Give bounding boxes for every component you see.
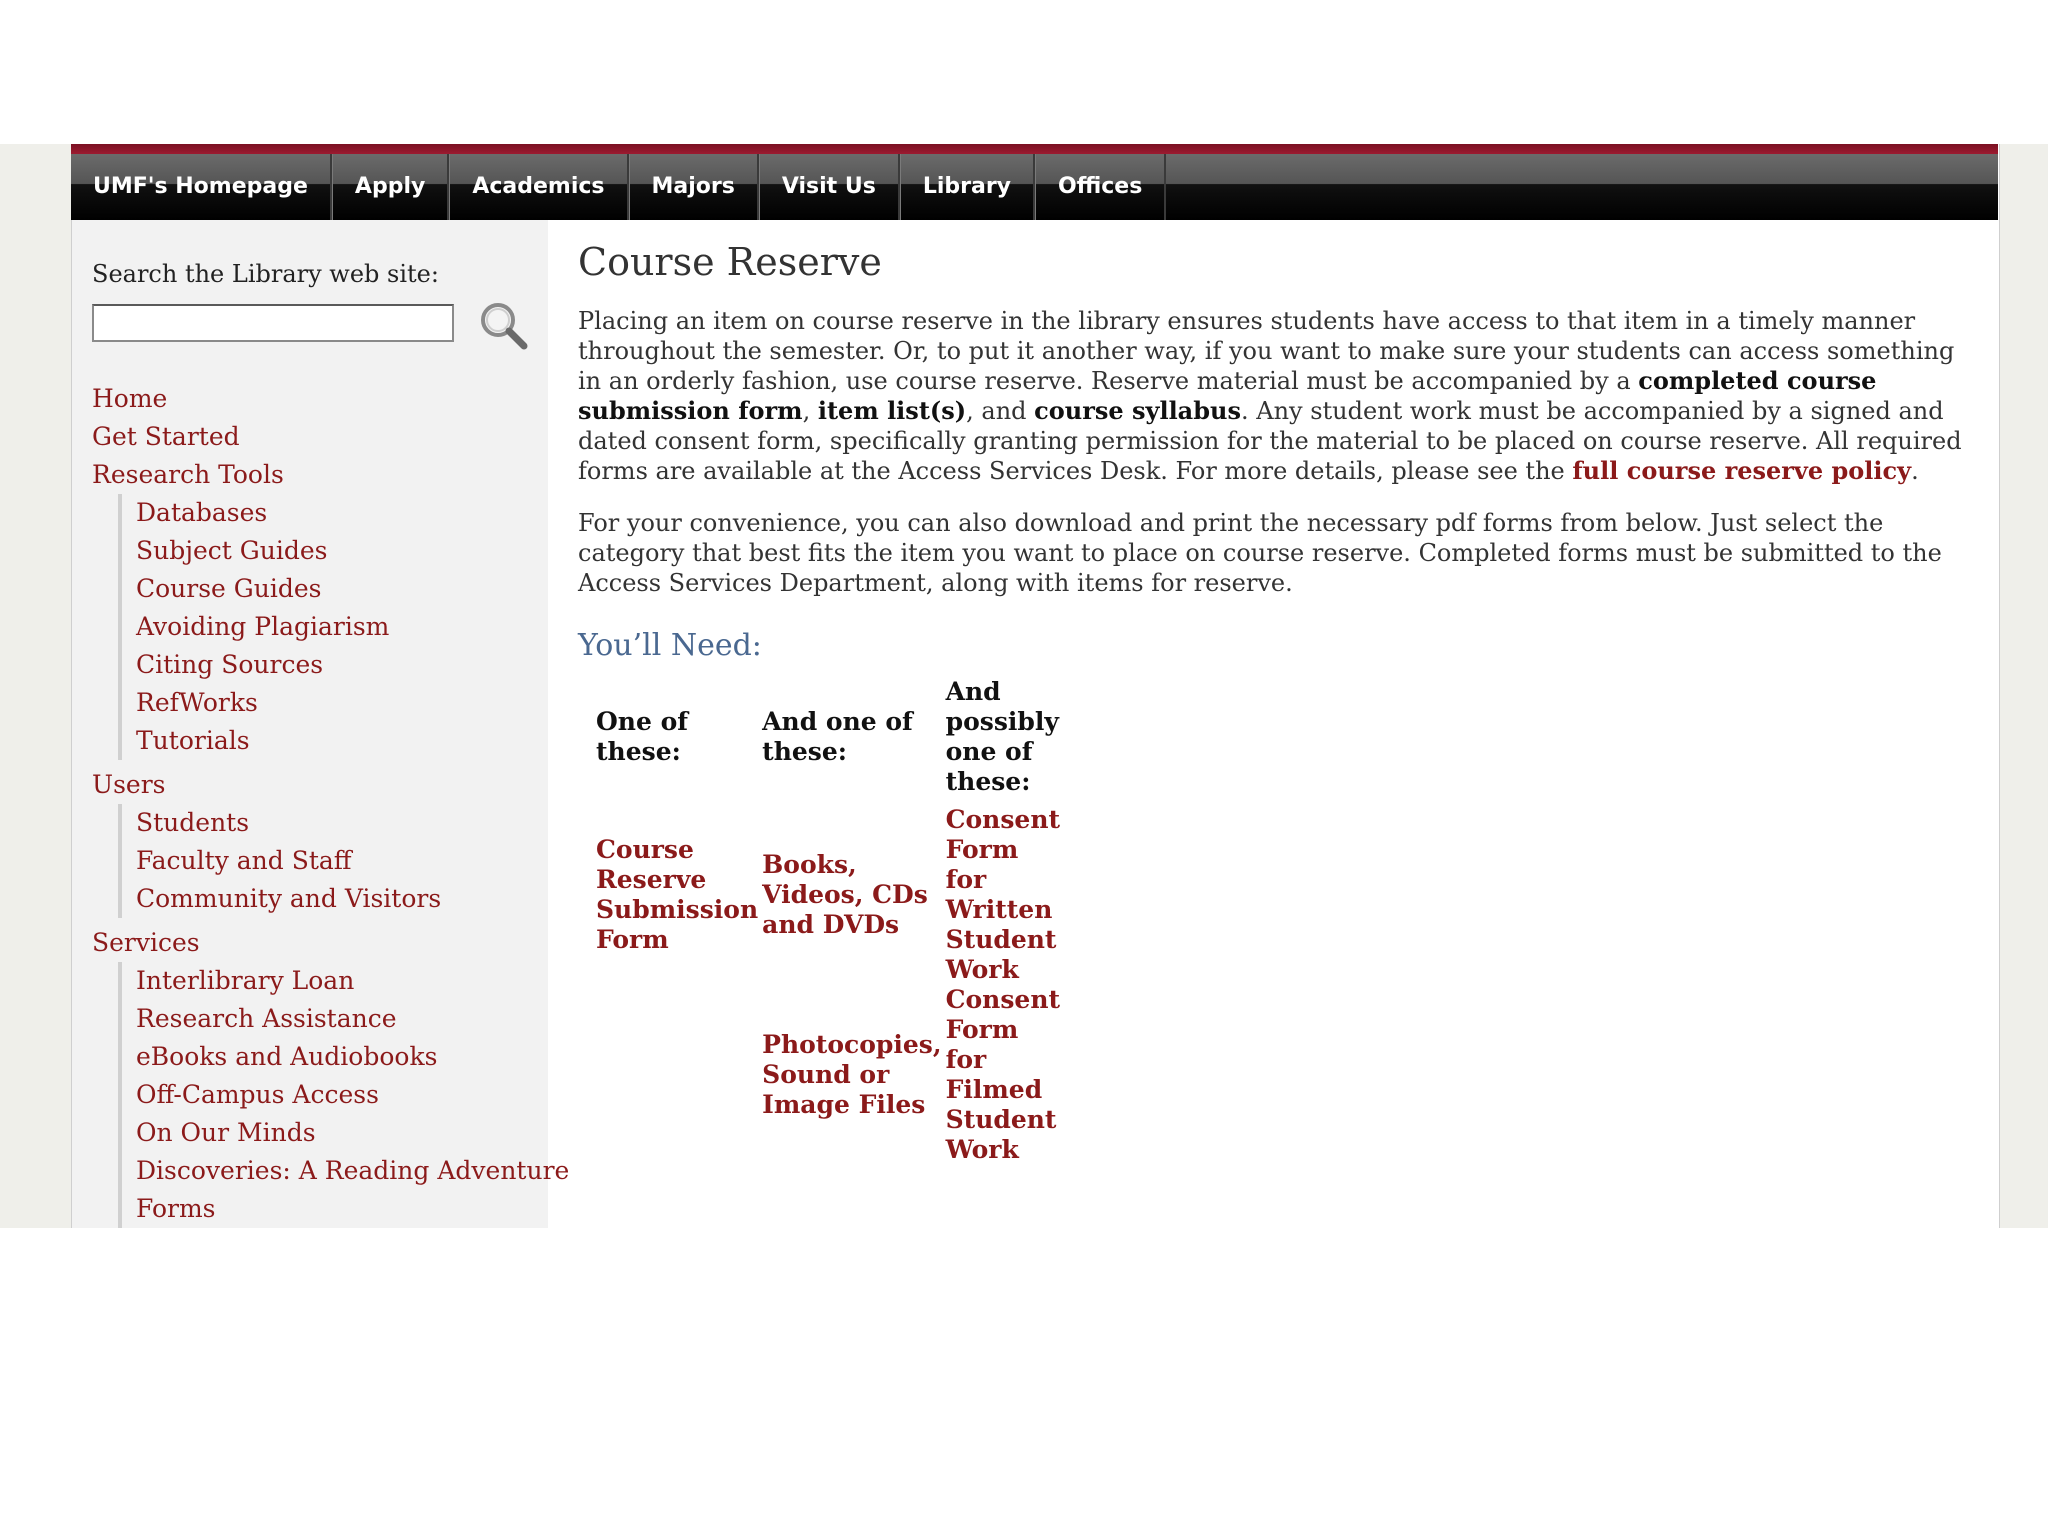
course-reserve-submission-form-link[interactable]: Course Reserve Submission Form	[596, 835, 759, 954]
sidebar-item-students[interactable]: Students	[118, 804, 542, 842]
brand-stripe	[71, 144, 1998, 154]
intro-paragraph	[578, 306, 1968, 486]
nav-offices[interactable]: Offices	[1035, 154, 1166, 220]
column-header-possibly: And possibly one of these:	[945, 677, 1059, 796]
sidebar-item-citing-sources[interactable]: Citing Sources	[118, 646, 542, 684]
intro-text-2: ,	[802, 397, 818, 425]
forms-table	[596, 677, 1064, 1165]
sidebar-item-faculty-staff[interactable]: Faculty and Staff	[118, 842, 542, 880]
nav-apply[interactable]: Apply	[332, 154, 449, 220]
top-navigation	[71, 154, 1998, 220]
main-content	[578, 220, 1968, 1165]
sidebar-item-subject-guides[interactable]: Subject Guides	[118, 532, 542, 570]
full-policy-link[interactable]: full course reserve policy	[1572, 456, 1912, 485]
bold-item-lists: item list(s)	[817, 396, 967, 425]
nav-majors[interactable]: Majors	[629, 154, 759, 220]
bold-course-syllabus: course syllabus	[1034, 396, 1241, 425]
consent-written-link[interactable]: Consent Form for Written Student Work	[945, 805, 1061, 984]
search-label: Search the Library web site:	[92, 260, 439, 288]
table-cell	[762, 985, 945, 1165]
table-cell	[596, 805, 762, 1165]
sidebar-item-off-campus-access[interactable]: Off-Campus Access	[118, 1076, 542, 1114]
nav-library[interactable]: Library	[900, 154, 1035, 220]
sidebar-item-users[interactable]: Users	[92, 770, 166, 799]
bold-completed-form: completed course submission form	[578, 366, 1877, 425]
sidebar-item-research-tools[interactable]: Research Tools	[92, 460, 284, 489]
search-input[interactable]	[92, 304, 454, 342]
sidebar-item-ebooks-audiobooks[interactable]: eBooks and Audiobooks	[118, 1038, 542, 1076]
sidebar-item-databases[interactable]: Databases	[118, 494, 542, 532]
sidebar-item-discoveries[interactable]: Discoveries: A Reading Adventure	[118, 1152, 542, 1190]
sidebar-item-community-visitors[interactable]: Community and Visitors	[118, 880, 542, 918]
magnifier-icon	[476, 298, 532, 354]
column-header-one-of: One of these:	[596, 707, 688, 766]
sidebar-item-get-started[interactable]: Get Started	[92, 422, 240, 451]
sidebar-group-services	[92, 924, 570, 1228]
search-button[interactable]	[476, 298, 532, 354]
sidebar-group-users	[92, 766, 542, 918]
sidebar-item-on-our-minds[interactable]: On Our Minds	[118, 1114, 542, 1152]
sidebar-item-course-guides[interactable]: Course Guides	[118, 570, 542, 608]
sidebar-item-tutorials[interactable]: Tutorials	[118, 722, 542, 760]
table-row	[596, 805, 1064, 985]
intro-text-3: , and	[966, 397, 1035, 425]
intro-text-5: .	[1911, 457, 1919, 485]
sidebar	[72, 220, 570, 1228]
table-cell	[762, 805, 945, 985]
sidebar-item-services[interactable]: Services	[92, 928, 200, 957]
consent-filmed-link[interactable]: Consent Form for Filmed Student Work	[945, 985, 1061, 1164]
nav-visit-us[interactable]: Visit Us	[759, 154, 900, 220]
sidebar-item-research-assistance[interactable]: Research Assistance	[118, 1000, 542, 1038]
books-videos-link[interactable]: Books, Videos, CDs and DVDs	[762, 850, 928, 939]
sidebar-item-home[interactable]: Home	[92, 384, 168, 413]
sidebar-item-avoiding-plagiarism[interactable]: Avoiding Plagiarism	[118, 608, 542, 646]
intro-text-4: . Any student work must be accompanied by a signed and dated consent form, specifically granting permission for the material to be placed on course reserve. All required forms are available at the Access Services Desk. For more details, please see the	[578, 397, 1962, 485]
nav-academics[interactable]: Academics	[449, 154, 628, 220]
table-header-row	[596, 677, 1064, 805]
nav-umf-homepage[interactable]: UMF's Homepage	[71, 154, 332, 220]
column-header-and-one-of: And one of these:	[762, 707, 913, 766]
sidebar-navigation	[92, 380, 570, 1234]
table-cell	[946, 805, 1064, 985]
table-cell	[946, 985, 1064, 1165]
sidebar-group-research-tools	[92, 456, 542, 760]
sidebar-item-interlibrary-loan[interactable]: Interlibrary Loan	[118, 962, 542, 1000]
page-title: Course Reserve	[578, 240, 882, 284]
photocopies-link[interactable]: Photocopies, Sound or Image Files	[762, 1030, 942, 1119]
sidebar-item-refworks[interactable]: RefWorks	[118, 684, 542, 722]
intro-text-1: Placing an item on course reserve in the library ensures students have access to that item in a timely manner throughout the semester. Or, to put it another way, if you want to make sure your students can access something in an orderly fashion, use course reserve. Reserve material must be accompanied by a	[578, 307, 1955, 395]
sidebar-item-forms[interactable]: Forms	[118, 1190, 542, 1228]
download-paragraph: For your convenience, you can also download and print the necessary pdf forms from below. Just select the category that best fits the item you want to place on course reserve. Completed forms must be submitted to the Access Services Department, along with items for reserve.	[578, 509, 1942, 597]
youll-need-heading: You’ll Need:	[578, 628, 762, 663]
